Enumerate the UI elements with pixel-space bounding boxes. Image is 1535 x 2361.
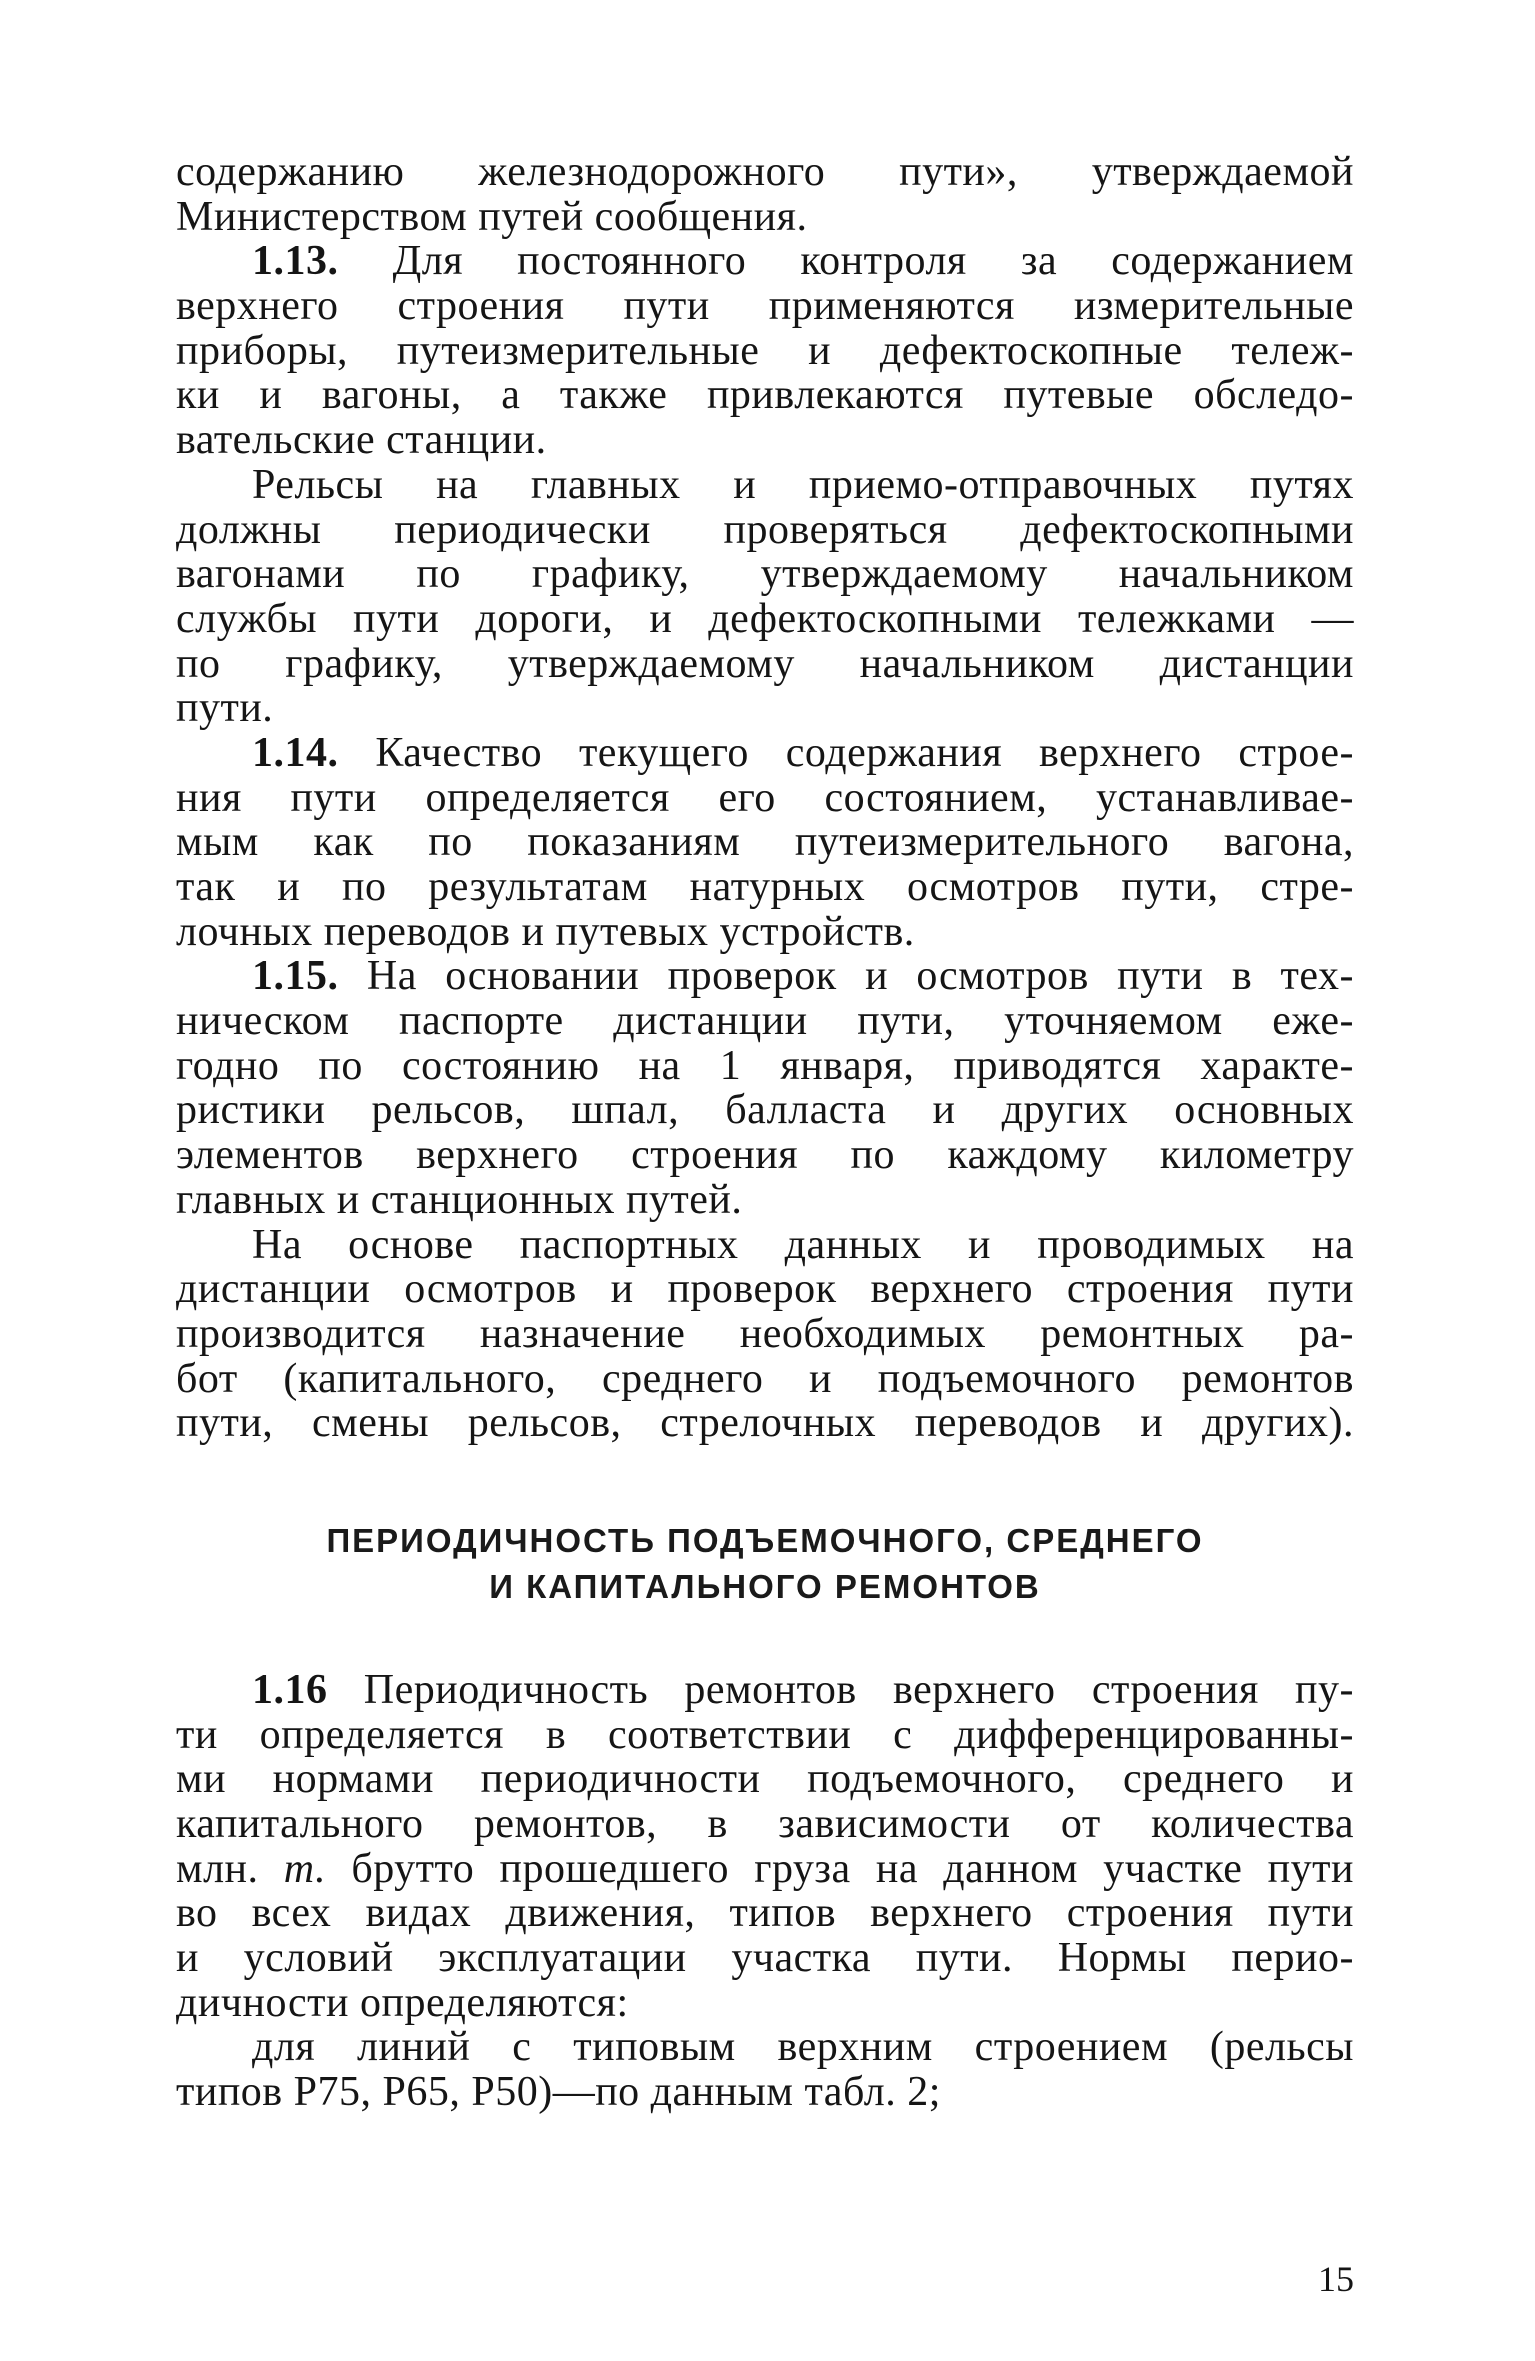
text-line: и условий эксплуатации участка пути. Нормы перио- [176, 1935, 1354, 1982]
text-line: для линий с типовым верхним строением (рельсы [252, 2024, 1354, 2071]
text-line: ми нормами периодичности подъемочного, среднего и [176, 1756, 1354, 1803]
text-line: во всех видах движения, типов верхнего строения пути [176, 1890, 1354, 1937]
paragraph-1-16 [176, 1668, 1354, 2026]
clause-number: 1.13. [252, 238, 339, 285]
text-line: ристики рельсов, шпал, балласта и других основных [176, 1087, 1354, 1134]
text-line: ки и вагоны, а также привлекаются путевые обследо- [176, 372, 1354, 419]
paragraph-1-13 [176, 239, 1354, 462]
text-line: вательские станции. [176, 417, 547, 464]
text-line: годно по состоянию на 1 января, приводятся характе- [176, 1042, 1354, 1089]
text-line: млн. т. брутто прошедшего груза на данном участке пути [176, 1845, 1354, 1892]
text-line: капитального ремонтов, в зависимости от количества [176, 1801, 1354, 1847]
text-line: содержанию железнодорожного пути», утверждаемой [176, 149, 1354, 195]
text-line: должны периодически проверяться дефектоскопными [176, 506, 1354, 553]
text-line: типов Р75, Р65, Р50)—по данным табл. 2; [176, 2069, 941, 2116]
paragraph-intro [176, 150, 1354, 239]
text-line: На основе паспортных данных и проводимых на [252, 1221, 1354, 1268]
text-line: так и по результатам натурных осмотров пути, стре- [176, 864, 1354, 910]
text-line: 1.16 Периодичность ремонтов верхнего строения пу- [252, 1666, 1354, 1713]
text-line: вагонами по графику, утверждаемому начальником [176, 551, 1354, 598]
clause-number: 1.14. [252, 729, 339, 776]
heading-line: ПЕРИОДИЧНОСТЬ ПОДЪЕМОЧНОГО, СРЕДНЕГО [326, 1521, 1204, 1559]
text-line: дистанции осмотров и проверок верхнего строения пути [176, 1266, 1354, 1313]
text-line: бот (капитального, среднего и подъемочного ремонтов [176, 1355, 1354, 1402]
text-line: Министерством путей сообщения. [176, 193, 808, 240]
paragraph-1-14 [176, 731, 1354, 954]
text-line: службы пути дороги, и дефектоскопными тележками — [176, 595, 1354, 642]
paragraph-passport [176, 1223, 1354, 1446]
paragraph-1-15 [176, 954, 1354, 1222]
text-line: Рельсы на главных и приемо-отправочных путях [252, 461, 1354, 508]
text-line: дичности определяются: [176, 1979, 629, 2026]
text-line: ническом паспорте дистанции пути, уточняемом еже- [176, 998, 1354, 1045]
text-line: 1.13. Для постоянного контроля за содержанием [252, 238, 1354, 285]
text-line: пути. [176, 685, 274, 732]
text-line: мым как по показаниям путеизмерительного вагона, [176, 819, 1354, 866]
text-line: 1.15. На основании проверок и осмотров пути в тех- [252, 953, 1354, 1000]
text-line: ти определяется в соответствии с дифференцированны- [176, 1711, 1354, 1758]
clause-number: 1.15. [252, 953, 339, 1000]
text-line: верхнего строения пути применяются измерительные [176, 283, 1354, 330]
section-heading [176, 1518, 1354, 1610]
text-line: приборы, путеизмерительные и дефектоскопные тележ- [176, 327, 1354, 374]
page-number: 15 [1318, 2259, 1354, 2299]
heading-line: И КАПИТАЛЬНОГО РЕМОНТОВ [489, 1567, 1041, 1605]
text-line: главных и станционных путей. [176, 1176, 743, 1223]
text-line: производится назначение необходимых ремонтных ра- [176, 1310, 1354, 1357]
text-line: ния пути определяется его состоянием, устанавливае- [176, 774, 1354, 821]
unit-italic: т. [283, 1845, 327, 1892]
page-body [176, 150, 1354, 2115]
paragraph-norms [176, 2025, 1354, 2114]
clause-number: 1.16 [252, 1666, 328, 1713]
text-line: пути, смены рельсов, стрелочных переводов и других). [176, 1400, 1354, 1447]
text-line: по графику, утверждаемому начальником дистанции [176, 640, 1354, 687]
text-line: лочных переводов и путевых устройств. [176, 908, 915, 955]
text-line: 1.14. Качество текущего содержания верхнего строе- [252, 729, 1354, 776]
paragraph-rails [176, 463, 1354, 731]
text-line: элементов верхнего строения по каждому километру [176, 1132, 1354, 1179]
